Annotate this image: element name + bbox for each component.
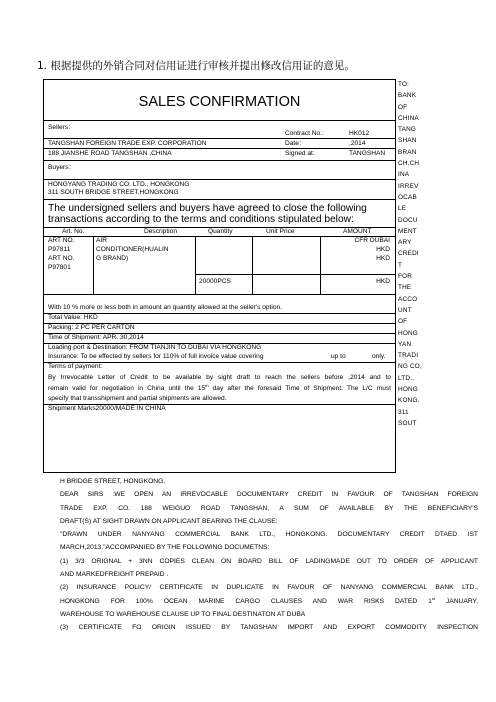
buyer-name: HONGYANG TRADING CO. LTD., HONGKONG xyxy=(48,181,190,188)
side-column-line: INA xyxy=(398,171,410,179)
form-title: SALES CONFIRMATION xyxy=(138,94,301,110)
side-column-line: OCAB xyxy=(398,193,417,201)
side-column-line: IRREV xyxy=(398,182,419,190)
seller-name: TANGSHAN FOREIGN TRADE EXP. CORPORATION xyxy=(48,140,207,147)
description-line: G BRAND) xyxy=(96,255,129,262)
side-column-line: BANK xyxy=(398,92,417,100)
agreement-line-2: transactions according to the terms and conditions stipulated below: xyxy=(48,214,354,225)
credit-line: WAREHOUSE TO WAREHOUSE CLAUSE UP TO FINAL DESTINATON AT DUBA xyxy=(60,610,306,618)
payment-line-1: By Irrevocable Letter of Credit to be available by sight draft to reach the sellers before ,2014 and to xyxy=(48,374,391,381)
task-heading: 1. 根据提供的外销合同对信用证进行审核并提出修改信用证的意见。 xyxy=(37,60,355,72)
divider xyxy=(44,199,395,200)
side-column-line: T xyxy=(398,261,403,269)
payment-line-3: specify that transshipment and partial shipments are allowed. xyxy=(48,395,227,402)
side-column-line: FOR xyxy=(398,273,413,281)
credit-side-column xyxy=(398,79,438,429)
side-column-line: CREDI xyxy=(398,250,419,258)
side-column-line: CHINA xyxy=(398,114,419,122)
payment-label: Terms of payment: xyxy=(48,363,103,370)
buyer-address: 311 SOUTH BRIDGE STREET,HONGKONG xyxy=(48,189,179,196)
side-column-line: SOUT xyxy=(398,419,417,427)
credit-line: "DRAWN UNDER NANYANG COMMERCIAL BANK LTD., HONGKONG. DOCUMENTARY CREDIT DTAED IST xyxy=(60,531,478,539)
side-column-line: DOCU xyxy=(398,216,418,224)
header-unit-price: Unit Price xyxy=(266,228,295,235)
side-column-line: MENT xyxy=(398,227,417,235)
credit-line: (1) 3/3 ORIGNAL + 3NN COPIES CLEAN ON BOARD BILL OF LADINGMADE OUT TO ORDER OF APPLICANT xyxy=(60,557,478,565)
divider xyxy=(44,138,395,139)
signed-at-value: TANGSHAN xyxy=(349,150,386,157)
amount-line: HKD xyxy=(376,246,390,253)
date-label: Date： xyxy=(285,140,306,147)
contract-no-value: HK012 xyxy=(349,130,370,137)
insurance-up-to: up to xyxy=(331,353,346,360)
art-no-line: P97801 xyxy=(48,264,71,271)
side-column-line: LTD., xyxy=(398,374,415,382)
side-column-line: NG CO, xyxy=(398,363,422,371)
side-column-line: CH,CH xyxy=(398,160,420,168)
credit-line: DEAR SIRS :WE OPEN AN IRREVOCABLE DOCUMENTARY CREDIT IN FAVOUR OF TANGSHAN FOREIGN xyxy=(60,491,478,499)
side-column-line: TRADI xyxy=(398,352,419,360)
divider xyxy=(195,274,395,275)
buyers-label: Buyers： xyxy=(48,164,76,171)
side-column-line: OF xyxy=(398,318,408,326)
sales-confirmation-form xyxy=(43,79,396,473)
side-column-line: HONG xyxy=(398,329,418,337)
total-value: Total Value: HKD xyxy=(48,314,98,321)
credit-line: HONGKONG FOR 100% OCEAN MARINE CARGO CLAUSES AND WAR RISKS DATED 1st JANUARY, xyxy=(60,595,478,605)
date-value: ,2014 xyxy=(349,140,366,147)
sellers-label: Sellers： xyxy=(48,124,75,131)
amount-line: CFR DUBAI xyxy=(354,237,390,244)
insurance-clause: Insurance: To be effected by sellers for 110% of full invoice value covering xyxy=(48,353,264,360)
agreement-line-1: The undersigned sellers and buyers have agreed to close the following xyxy=(48,203,367,214)
contract-no-label: Contract No.: xyxy=(285,130,324,137)
amount-line: HKD xyxy=(376,255,390,262)
divider xyxy=(44,179,395,180)
credit-line: H BRIDGE STREET, HONGKONG. xyxy=(60,478,166,485)
credit-line: AND MARKEDFREIGHT PREPAID . xyxy=(60,571,169,579)
description-line: CONDITIONER(HUALIN xyxy=(96,246,169,253)
header-quantity: Quantity xyxy=(208,228,233,235)
shipment-marks: Shipment Marks20000/MADE IN CHINA xyxy=(48,405,166,412)
art-no-line: P97811 xyxy=(48,246,71,253)
credit-line: DRAFT(S) AT SIGHT DRAWN ON APPLICANT BEARING THE CLAUSE: xyxy=(60,517,278,525)
side-column-line: SHAN xyxy=(398,137,417,145)
payment-line-2: remain valid for negotiation in China until the 15th day after the foresaid Time of Shipment. The L/C must xyxy=(48,382,391,392)
divider xyxy=(44,160,395,161)
shipment-time: Time of Shipment: APR. 30,2014 xyxy=(48,334,144,341)
credit-line: MARCH,2013."ACCOMPANIED BY THE FOLLOWING DOCUMETNS: xyxy=(60,544,270,552)
insurance-only: only. xyxy=(372,353,386,360)
credit-line: TRADE EXP. CO. 188 WEIGUO ROAD TANGSHAN, A SUM OF AVAILABLE BY THE BENEFICIARY'S xyxy=(60,504,478,512)
divider xyxy=(44,294,395,295)
side-column-line: THE xyxy=(398,284,412,292)
signed-at-label: Signed at: xyxy=(285,150,315,157)
side-column-line: TANG xyxy=(398,126,417,134)
header-art-no: Art. No. xyxy=(62,228,85,235)
credit-text xyxy=(60,475,478,635)
header-amount: AMOUNT xyxy=(343,228,372,235)
divider xyxy=(44,148,395,149)
art-no-line: ART NO. xyxy=(48,237,75,244)
side-column-line: YAN xyxy=(398,340,412,348)
credit-line: (2) INSURANCE POLICY/ CERTIFICATE IN DUPLICATE IN FAVOUR OF NANYANG COMMERCIAL BANK LTD., xyxy=(60,584,478,592)
side-column-line: TO: xyxy=(398,81,410,88)
side-column-line: UNT xyxy=(398,306,412,314)
side-column-line: BRAN xyxy=(398,148,417,156)
seller-address: 188 JIANSHE ROAD TANGSHAN ,CHINA xyxy=(48,150,172,157)
divider xyxy=(44,120,395,121)
more-or-less-clause: With 10 % more or less both in amount an quantity allowed at the seller's option. xyxy=(48,304,282,311)
packing: Packing: 2 PC PER CARTON xyxy=(48,324,135,331)
side-column-line: LE xyxy=(398,205,407,213)
side-column-line: HONG xyxy=(398,386,418,394)
header-description: Description xyxy=(144,228,177,235)
side-column-line: ACCO xyxy=(398,295,418,303)
loading-port: Loading port & Destination: FROM TIANJIN TO DUBAI VIA HONGKONG xyxy=(48,344,262,351)
side-column-line: KONG. xyxy=(398,397,420,405)
amount-total: HKD xyxy=(376,278,390,285)
side-column-line: OF xyxy=(398,103,408,111)
quantity-total: 20000PCS xyxy=(199,278,231,285)
art-no-line: ART NO. xyxy=(48,255,75,262)
side-column-line: 311 xyxy=(398,408,409,416)
description-line: AIR xyxy=(96,237,107,244)
side-column-line: ARY xyxy=(398,239,412,247)
credit-line: (3) CERTIFICATE FO ORIGIN ISSUED BY TANGSHAN IMPORT AND EXPORT COMMODITY INSPECTION xyxy=(60,624,478,632)
